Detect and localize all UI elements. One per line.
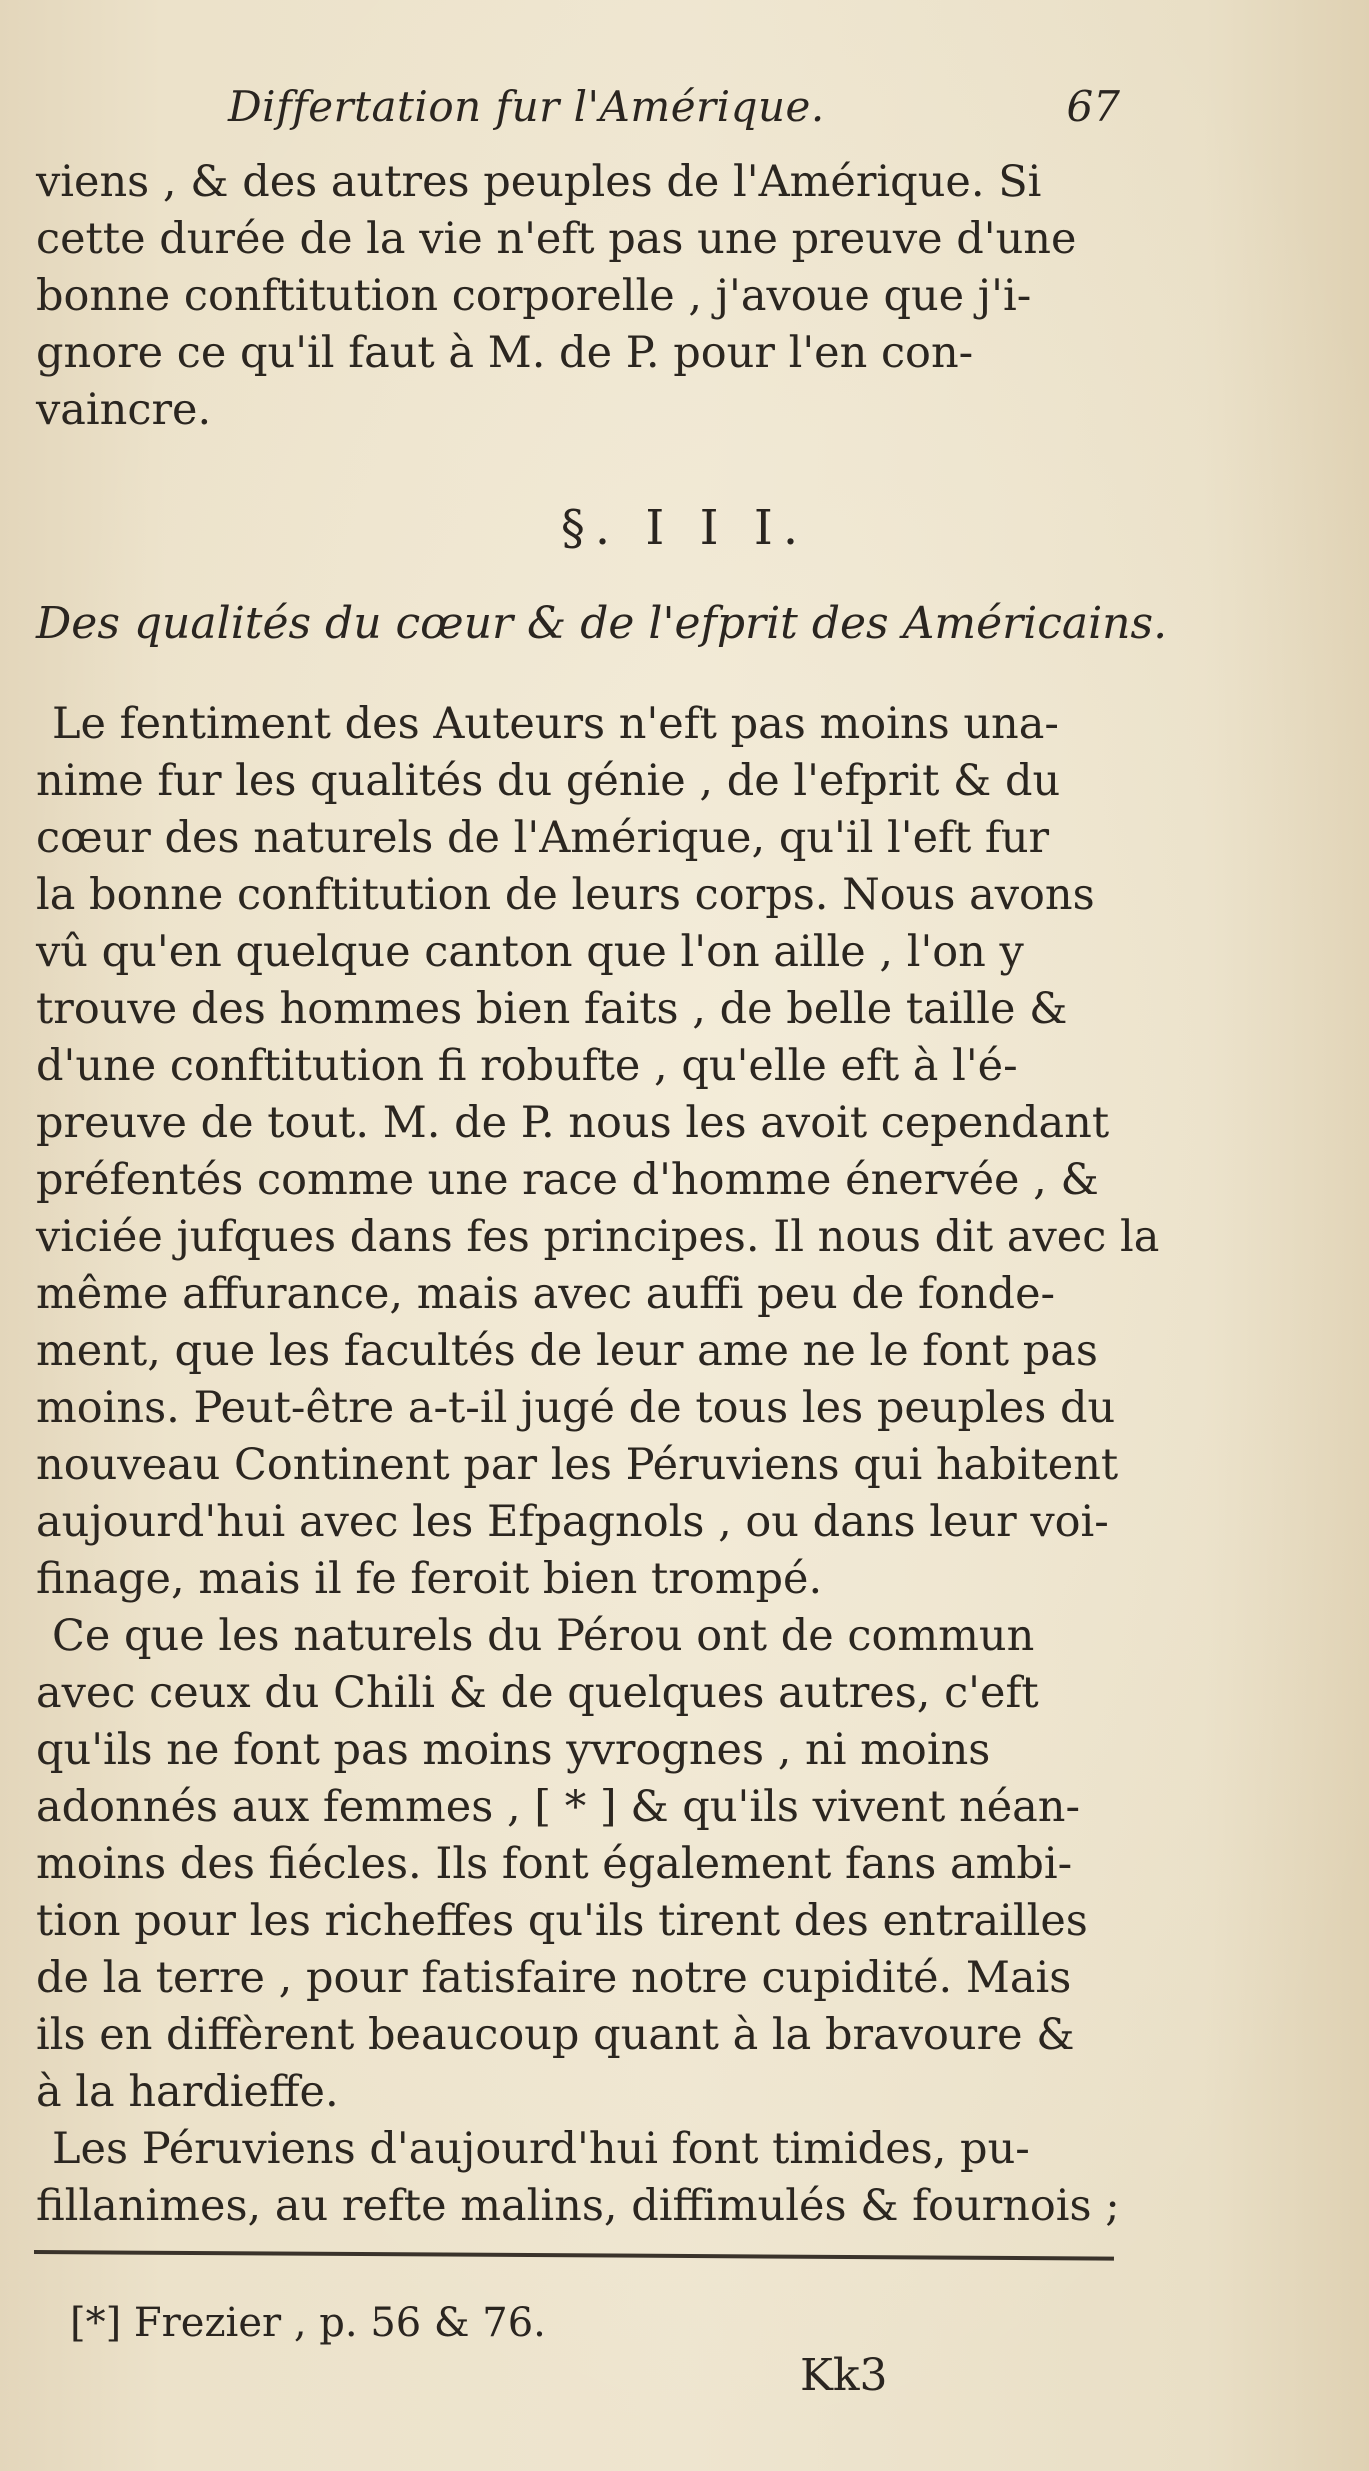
text-line: trouve des hommes bien faits , de belle taille & bbox=[36, 984, 1068, 1034]
text-line: tion pour les richeffes qu'ils tirent des entrailles bbox=[36, 1896, 1088, 1946]
text-line: ment, que les facultés de leur ame ne le font pas bbox=[36, 1326, 1098, 1376]
text-line: moins. Peut-être a-t-il jugé de tous les peuples du bbox=[36, 1383, 1116, 1433]
text-line: Le fentiment des Auteurs n'eft pas moins una- bbox=[52, 699, 1059, 749]
text-line: bonne conftitution corporelle , j'avoue que j'i- bbox=[36, 271, 1032, 321]
section-subtitle: Des qualités du cœur & de l'efprit des Américains. bbox=[36, 598, 1168, 649]
text-line: vû qu'en quelque canton que l'on aille , l'on y bbox=[36, 927, 1024, 977]
text-line: aujourd'hui avec les Efpagnols , ou dans leur voi- bbox=[36, 1497, 1109, 1547]
text-line: d'une conftitution fi robufte , qu'elle eft à l'é- bbox=[36, 1041, 1018, 1091]
text-line: vaincre. bbox=[36, 385, 212, 435]
text-line: preuve de tout. M. de P. nous les avoit cependant bbox=[36, 1098, 1110, 1148]
footnote: [*] Frezier , p. 56 & 76. bbox=[70, 2300, 546, 2346]
text-line: Les Péruviens d'aujourd'hui font timides, pu- bbox=[52, 2124, 1030, 2174]
text-line: ils en diffèrent beaucoup quant à la bravoure & bbox=[36, 2010, 1075, 2060]
text-line: de la terre , pour fatisfaire notre cupidité. Mais bbox=[36, 1953, 1072, 2003]
text-line: nouveau Continent par les Péruviens qui habitent bbox=[36, 1440, 1119, 1490]
text-line: Ce que les naturels du Pérou ont de commun bbox=[52, 1611, 1035, 1661]
text-line: cette durée de la vie n'eft pas une preuve d'une bbox=[36, 214, 1077, 264]
text-line: même affurance, mais avec auffi peu de fonde- bbox=[36, 1269, 1056, 1319]
text-line: préfentés comme une race d'homme énervée , & bbox=[36, 1155, 1099, 1205]
text-line: avec ceux du Chili & de quelques autres, c'eft bbox=[36, 1668, 1039, 1718]
running-title: Differtation fur l'Amérique. bbox=[228, 82, 825, 131]
text-line: fillanimes, au refte malins, diffimulés & fournois ; bbox=[36, 2181, 1120, 2231]
text-line: finage, mais il fe feroit bien trompé. bbox=[36, 1554, 823, 1604]
section-heading: §. I I I. bbox=[560, 500, 809, 556]
text-line: viciée jufques dans fes principes. Il nous dit avec la bbox=[36, 1212, 1160, 1262]
text-line: à la hardieffe. bbox=[36, 2067, 339, 2117]
text-line: gnore ce qu'il faut à M. de P. pour l'en con- bbox=[36, 328, 974, 378]
signature-mark: Kk3 bbox=[800, 2350, 888, 2401]
text-line: viens , & des autres peuples de l'Amérique. Si bbox=[36, 157, 1042, 207]
page-number: 67 bbox=[1066, 82, 1120, 131]
page-header bbox=[200, 82, 1120, 142]
text-line: cœur des naturels de l'Amérique, qu'il l'eft fur bbox=[36, 813, 1050, 863]
text-line: adonnés aux femmes , [ * ] & qu'ils vivent néan- bbox=[36, 1782, 1081, 1832]
footnote-rule bbox=[34, 2250, 1114, 2261]
text-line: nime fur les qualités du génie , de l'efprit & du bbox=[36, 756, 1061, 806]
text-line: qu'ils ne font pas moins yvrognes , ni moins bbox=[36, 1725, 991, 1775]
text-line: la bonne conftitution de leurs corps. Nous avons bbox=[36, 870, 1095, 920]
text-line: moins des fiécles. Ils font également fans ambi- bbox=[36, 1839, 1073, 1889]
